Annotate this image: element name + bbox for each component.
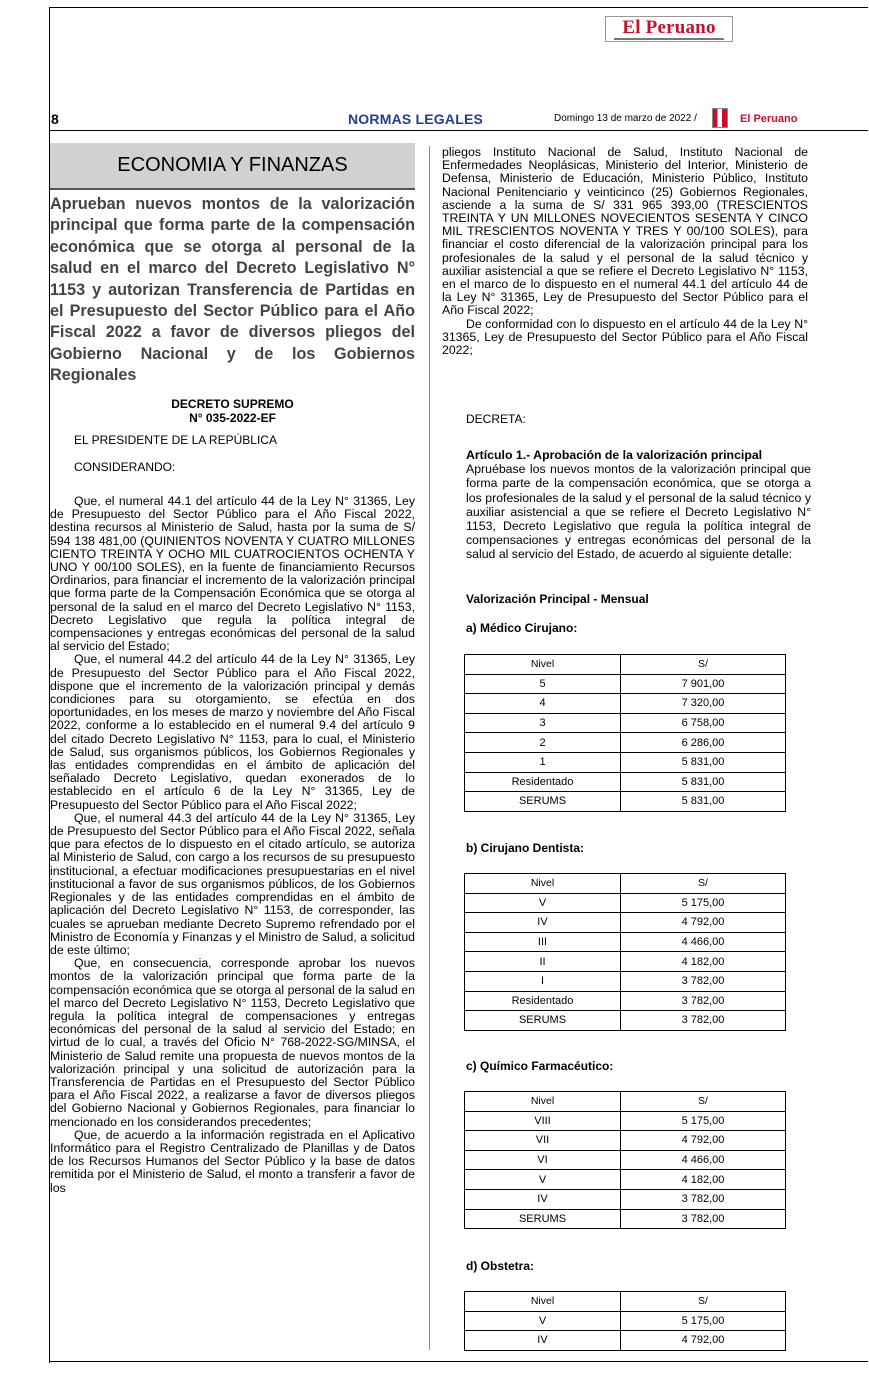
cell-nivel: SERUMS [465,1209,621,1229]
cell-monto: 3 782,00 [621,971,786,991]
cell-monto: 3 782,00 [621,991,786,1011]
table-row [465,713,786,733]
table-row [465,674,786,694]
cell-nivel: V [465,1170,621,1190]
salary-table-medico-cirujano [464,654,786,812]
bottom-rule [50,1361,868,1362]
table-header-row [465,1292,786,1312]
table-header-row [465,655,786,675]
header-nivel: Nivel [465,1092,621,1112]
cell-nivel: IV [465,1331,621,1351]
cell-nivel: 1 [465,752,621,772]
table-row [465,893,786,913]
table-row [465,932,786,952]
cell-monto: 6 758,00 [621,713,786,733]
page-number: 8 [51,111,59,127]
cell-monto: 5 831,00 [621,792,786,812]
section-box [50,143,415,190]
table-row [465,1150,786,1170]
table-row [465,772,786,792]
cell-nivel: V [465,1311,621,1331]
cell-nivel: SERUMS [465,792,621,812]
table-row [465,792,786,812]
table-row [465,991,786,1011]
table-row [465,1111,786,1131]
cell-nivel: Residentado [465,772,621,792]
brand-name: El Peruano [740,113,798,125]
table-row [465,1170,786,1190]
cell-nivel: 4 [465,694,621,714]
cell-nivel: V [465,893,621,913]
cell-monto: 6 286,00 [621,733,786,753]
article-1-text-content: Apruébase los nuevos montos de la valorización principal que forma parte de la compensación económica, que se otorga a los profesionales de la salud y el personal de la salud técnico y auxiliar asistencial a que se refiere el Decreto Legislativo N° 1153, Decreto Legislativo que regula la política integral de compensaciones y entregas económicas del personal de la salud al servicio del Estado, de acuerdo al siguiente detalle: [466,462,811,562]
section-box-label: ECONOMIA Y FINANZAS [117,154,348,176]
article-title: Aprueban nuevos montos de la valorización principal que forma parte de la compensación económica que se otorga al personal de la salud en el marco del Decreto Legislativo N° 1153 y autorizan Transferencia de Partidas en el Presupuesto del Sector Público para el Año Fiscal 2022 a favor de diversos pliegos del Gobierno Nacional y de los Gobiernos Regionales [50,195,415,385]
table-row [465,1331,786,1351]
section-name: NORMAS LEGALES [348,111,484,127]
salary-table-obstetra [464,1291,786,1351]
cell-monto: 3 782,00 [621,1189,786,1209]
table-label: a) Médico Cirujano: [466,621,578,635]
table-row [465,1131,786,1151]
table-row [465,733,786,753]
paragraph: Que, de acuerdo a la información registrada en el Aplicativo Informático para el Registro Centralizado de Planillas y de Datos de los Recursos Humanos del Sector Público y la base de datos remitida por el Ministerio de Salud, el monto a transferir a favor de los [50,1127,415,1195]
article-1-text [442,462,811,561]
table-label: d) Obstetra: [466,1259,535,1273]
salary-table-cirujano-dentista [464,873,786,1031]
logo-text: El Peruano [622,17,716,38]
cell-nivel: III [465,932,621,952]
header-nivel: Nivel [465,874,621,894]
decreta-heading: DECRETA: [466,412,526,426]
table-header-row [465,874,786,894]
president-line: EL PRESIDENTE DE LA REPÚBLICA [74,433,277,447]
cell-monto: 3 782,00 [621,1209,786,1229]
paragraph: Que, el numeral 44.3 del artículo 44 de la Ley N° 31365, Ley de Presupuesto del Sector Público para el Año Fiscal 2022, señala que para efectos de lo dispuesto en el citado artículo, se autoriza al Ministerio de Salud, con cargo a los recursos de su presupuesto institucional, a efectuar modificaciones presupuestarias en el nivel institucional a favor de sus organismos públicos, de los Gobiernos Regionales y de las entidades comprendidas en el ámbito de aplicación del Decreto Legislativo N° 1153, de corresponder, las cuales se aprueban mediante Decreto Supremo refrendado por el Ministro de Economía y Finanzas y el Ministro de Salud, a solicitud de este último; [50,810,415,957]
cell-monto: 4 182,00 [621,1170,786,1190]
cell-nivel: SERUMS [465,1011,621,1031]
header-soles: S/ [621,655,786,675]
cell-nivel: Residentado [465,991,621,1011]
table-row [465,752,786,772]
valorizacion-title: Valorización Principal - Mensual [466,592,649,606]
considerando-heading: CONSIDERANDO: [74,460,176,474]
column-1-body [50,495,415,1195]
cell-nivel: II [465,952,621,972]
cell-nivel: VIII [465,1111,621,1131]
el-peruano-logo [605,16,733,42]
table-label: c) Químico Farmacéutico: [466,1059,614,1073]
cell-nivel: IV [465,913,621,933]
column-2-body [442,146,808,357]
cell-nivel: IV [465,1189,621,1209]
cell-nivel: I [465,971,621,991]
paragraph: pliegos Instituto Nacional de Salud, Instituto Nacional de Enfermedades Neoplásicas, Ministerio del Interior, Ministerio de Defensa, Ministerio de Educación, Ministerio Público, Instituto Nacional Penitenciario y veinticinco (25) Gobiernos Regionales, asciende a la suma de S/ 331 965 393,00 (TRESCIENTOS TREINTA Y UN MILLONES NOVECIENTOS SESENTA Y CINCO MIL TRESCIENTOS NOVENTA Y TRES Y 00/100 SOLES), para financiar el costo diferencial de la valorización principal para los profesionales de la salud y el personal de la salud técnico y auxiliar asistencial a que se refiere el Decreto Legislativo N° 1153, en el marco de lo dispuesto en el numeral 44.1 del artículo 44 de la Ley N° 31365, Ley de Presupuesto del Sector Público para el Año Fiscal 2022; [442,145,808,318]
header-soles: S/ [621,1092,786,1112]
cell-monto: 4 792,00 [621,913,786,933]
cell-monto: 3 782,00 [621,1011,786,1031]
coat-of-arms-icon [712,108,728,128]
table-row [465,1209,786,1229]
cell-nivel: VII [465,1131,621,1151]
cell-monto: 4 466,00 [621,1150,786,1170]
cell-monto: 4 792,00 [621,1331,786,1351]
decree-number: N° 035-2022-EF [189,411,276,425]
cell-monto: 5 175,00 [621,1111,786,1131]
cell-monto: 4 466,00 [621,932,786,952]
cell-monto: 5 831,00 [621,772,786,792]
table-row [465,1311,786,1331]
cell-nivel: 2 [465,733,621,753]
cell-nivel: VI [465,1150,621,1170]
article-1 [466,448,811,562]
header-nivel: Nivel [465,655,621,675]
newspaper-page [49,7,868,1363]
header-nivel: Nivel [465,1292,621,1312]
table-row [465,1189,786,1209]
paragraph: Que, el numeral 44.2 del artículo 44 de la Ley N° 31365, Ley de Presupuesto del Sector Público para el Año Fiscal 2022, dispone que el incremento de la valorización principal y demás condiciones para su otorgamiento, se efectúa en dos oportunidades, en los meses de marzo y noviembre del Año Fiscal 2022, conforme a lo establecido en el numeral 9.4 del artículo 9 del citado Decreto Legislativo N° 1153, para lo cual, el Ministerio de Salud, sus organismos públicos, los Gobiernos Regionales y las entidades comprendidas en el ámbito de aplicación del señalado Decreto Legislativo, quedan exonerados de lo establecido en el artículo 6 de la Ley N° 31365, Ley de Presupuesto del Sector Público para el Año Fiscal 2022; [50,652,415,812]
header-soles: S/ [621,874,786,894]
article-1-heading: Artículo 1.- Aprobación de la valorización principal [466,448,763,462]
page-header [50,108,868,131]
cell-monto: 5 175,00 [621,893,786,913]
cell-monto: 5 175,00 [621,1311,786,1331]
cell-nivel: 3 [465,713,621,733]
cell-monto: 4 182,00 [621,952,786,972]
decree-type: DECRETO SUPREMO [171,397,294,411]
table-row [465,694,786,714]
cell-monto: 7 901,00 [621,674,786,694]
cell-monto: 5 831,00 [621,752,786,772]
column-divider [429,146,430,1350]
table-row [465,913,786,933]
table-row [465,1011,786,1031]
paragraph: De conformidad con lo dispuesto en el artículo 44 de la Ley N° 31365, Ley de Presupuesto del Sector Público para el Año Fiscal 2022; [442,316,808,358]
table-label: b) Cirujano Dentista: [466,841,585,855]
header-soles: S/ [621,1292,786,1312]
paragraph: Que, el numeral 44.1 del artículo 44 de la Ley N° 31365, Ley de Presupuesto del Sector Público para el Año Fiscal 2022, destina recursos al Ministerio de Salud, hasta por la suma de S/ 594 138 481,00 (QUINIENTOS NOVENTA Y CUATRO MILLONES CIENTO TREINTA Y OCHO MIL CUATROCIENTOS OCHENTA Y UNO Y 00/100 SOLES), en la fuente de financiamiento Recursos Ordinarios, para financiar el incremento de la valorización principal que forma parte de la Compensación Económica que se otorga al personal de la salud en el marco del Decreto Legislativo N° 1153, Decreto Legislativo que regula la política integral de compensaciones y entregas económicas del personal de la salud al servicio del Estado; [50,494,415,654]
cell-nivel: 5 [465,674,621,694]
logo-underline [614,38,724,40]
table-row [465,952,786,972]
salary-table-quimico-farmaceutico [464,1091,786,1229]
table-row [465,971,786,991]
cell-monto: 7 320,00 [621,694,786,714]
cell-monto: 4 792,00 [621,1131,786,1151]
issue-date: Domingo 13 de marzo de 2022 / [554,113,697,124]
table-header-row [465,1092,786,1112]
paragraph: Que, en consecuencia, corresponde aprobar los nuevos montos de la valorización principal que forma parte de la compensación económica que se otorga al personal de la salud en el marco del Decreto Legislativo N° 1153, Decreto Legislativo que regula la política integral de compensaciones y entregas económicas del personal de la salud al servicio del Estado; en virtud de lo cual, a través del Oficio N° 768-2022-SG/MINSA, el Ministerio de Salud remite una propuesta de nuevos montos de la valorización principal y una solicitud de autorización para la Transferencia de Partidas en el Presupuesto del Sector Público para el Año Fiscal 2022, a realizarse a favor de diversos pliegos del Gobierno Nacional y Gobiernos Regionales, para financiar lo mencionado en los considerandos precedentes; [50,956,415,1129]
